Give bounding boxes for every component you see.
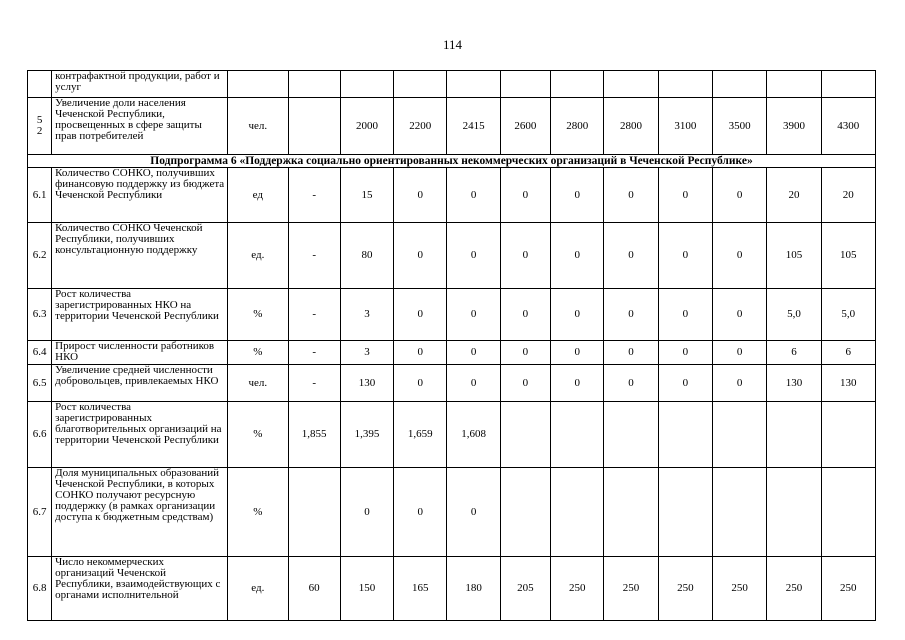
value-cell: 3500 [712, 98, 766, 155]
value-cell: - [288, 223, 340, 289]
value-cell: 105 [767, 223, 821, 289]
value-cell: 0 [551, 168, 604, 223]
value-cell: 3100 [658, 98, 712, 155]
value-cell: 250 [767, 557, 821, 621]
value-cell: 180 [447, 557, 500, 621]
value-cell: 1,855 [288, 402, 340, 468]
value-cell: 0 [712, 289, 766, 341]
indicators-table [27, 70, 876, 621]
value-cell: 0 [447, 168, 500, 223]
indicator-name: Количество СОНКО, получивших финансовую поддержку из бюджета Чеченской Республики [52, 168, 228, 223]
value-cell [658, 468, 712, 557]
row-number: 6.2 [28, 223, 52, 289]
subprogram-title: Подпрограмма 6 «Поддержка социально ориентированных некоммерческих организаций в Чеченской Республике» [28, 155, 876, 168]
value-cell: 2800 [551, 98, 604, 155]
value-cell: 6 [821, 341, 875, 365]
value-cell: 0 [447, 223, 500, 289]
value-cell: 0 [394, 341, 447, 365]
value-cell: 0 [551, 289, 604, 341]
row-number [28, 71, 52, 98]
value-cell: 0 [447, 468, 500, 557]
value-cell: 0 [447, 365, 500, 402]
value-cell [712, 71, 766, 98]
indicator-name: Доля муниципальных образований Чеченской Республики, в которых СОНКО получают ресурсную поддержку (в рамках организации доступа к бюджетным средствам) [52, 468, 228, 557]
value-cell: 5,0 [821, 289, 875, 341]
indicator-name: Рост количества зарегистрированных НКО на территории Чеченской Республики [52, 289, 228, 341]
value-cell: - [288, 289, 340, 341]
table-row [28, 365, 876, 402]
value-cell: 6 [767, 341, 821, 365]
unit-cell: ед [228, 168, 288, 223]
value-cell [551, 402, 604, 468]
value-cell [500, 468, 550, 557]
value-cell [288, 98, 340, 155]
value-cell: 3 [340, 341, 393, 365]
indicator-name: Прирост численности работников НКО [52, 341, 228, 365]
value-cell [288, 468, 340, 557]
value-cell [767, 468, 821, 557]
row-number: 6.8 [28, 557, 52, 621]
value-cell: 0 [394, 289, 447, 341]
table-row [28, 98, 876, 155]
value-cell: 0 [447, 341, 500, 365]
value-cell [604, 71, 658, 98]
value-cell: 0 [551, 365, 604, 402]
value-cell: 130 [821, 365, 875, 402]
value-cell: 1,395 [340, 402, 393, 468]
value-cell [712, 402, 766, 468]
unit-cell: % [228, 341, 288, 365]
value-cell: 1,608 [447, 402, 500, 468]
table-row [28, 341, 876, 365]
value-cell: 250 [551, 557, 604, 621]
value-cell: 5,0 [767, 289, 821, 341]
value-cell: 0 [658, 289, 712, 341]
value-cell: 2200 [394, 98, 447, 155]
row-number: 6.7 [28, 468, 52, 557]
row-number: 5 2 [28, 98, 52, 155]
value-cell: 105 [821, 223, 875, 289]
value-cell [500, 71, 550, 98]
value-cell: 0 [394, 168, 447, 223]
value-cell: 0 [394, 468, 447, 557]
value-cell: 2000 [340, 98, 393, 155]
value-cell [658, 402, 712, 468]
value-cell: 60 [288, 557, 340, 621]
table-row [28, 468, 876, 557]
value-cell: 0 [500, 168, 550, 223]
row-number: 6.5 [28, 365, 52, 402]
value-cell: - [288, 341, 340, 365]
indicator-name: Количество СОНКО Чеченской Республики, получивших консультационную поддержку [52, 223, 228, 289]
value-cell [500, 402, 550, 468]
value-cell: 0 [500, 365, 550, 402]
value-cell [551, 468, 604, 557]
unit-cell: % [228, 289, 288, 341]
row-number: 6.4 [28, 341, 52, 365]
value-cell: 165 [394, 557, 447, 621]
value-cell: 0 [551, 223, 604, 289]
table-row [28, 223, 876, 289]
value-cell: 150 [340, 557, 393, 621]
indicator-name: Рост количества зарегистрированных благотворительных организаций на территории Чеченской Республики [52, 402, 228, 468]
unit-cell [228, 71, 288, 98]
table-row [28, 557, 876, 621]
value-cell: 0 [712, 223, 766, 289]
value-cell: 205 [500, 557, 550, 621]
unit-cell: % [228, 468, 288, 557]
subprogram-row [28, 155, 876, 168]
value-cell [394, 71, 447, 98]
table-body [28, 71, 876, 621]
value-cell: 2800 [604, 98, 658, 155]
value-cell: - [288, 168, 340, 223]
value-cell [767, 402, 821, 468]
value-cell [340, 71, 393, 98]
indicator-name: Число некоммерческих организаций Чеченской Республики, взаимодействующих с органами исполнительной [52, 557, 228, 621]
value-cell: 0 [604, 168, 658, 223]
value-cell: - [288, 365, 340, 402]
value-cell: 15 [340, 168, 393, 223]
indicator-name: контрафактной продукции, работ и услуг [52, 71, 228, 98]
indicator-name: Увеличение средней численности добровольцев, привлекаемых НКО [52, 365, 228, 402]
table-row [28, 168, 876, 223]
value-cell [658, 71, 712, 98]
value-cell [821, 71, 875, 98]
value-cell: 250 [712, 557, 766, 621]
indicator-name: Увеличение доли населения Чеченской Республики, просвещенных в сфере защиты прав потребителей [52, 98, 228, 155]
value-cell: 0 [658, 341, 712, 365]
value-cell [551, 71, 604, 98]
value-cell [821, 468, 875, 557]
value-cell [604, 402, 658, 468]
table-row [28, 402, 876, 468]
value-cell [447, 71, 500, 98]
unit-cell: ед. [228, 223, 288, 289]
value-cell: 20 [767, 168, 821, 223]
value-cell: 3 [340, 289, 393, 341]
row-number: 6.3 [28, 289, 52, 341]
value-cell [712, 468, 766, 557]
table-row [28, 289, 876, 341]
value-cell: 0 [712, 168, 766, 223]
value-cell: 3900 [767, 98, 821, 155]
value-cell: 250 [604, 557, 658, 621]
value-cell: 2415 [447, 98, 500, 155]
value-cell: 80 [340, 223, 393, 289]
value-cell: 0 [394, 223, 447, 289]
value-cell: 130 [767, 365, 821, 402]
value-cell: 130 [340, 365, 393, 402]
page-number: 114 [442, 37, 463, 52]
value-cell: 0 [340, 468, 393, 557]
row-number: 6.6 [28, 402, 52, 468]
table-row [28, 71, 876, 98]
unit-cell: ед. [228, 557, 288, 621]
value-cell: 0 [604, 223, 658, 289]
value-cell: 0 [500, 289, 550, 341]
value-cell: 0 [500, 223, 550, 289]
value-cell [288, 71, 340, 98]
value-cell: 0 [604, 289, 658, 341]
value-cell: 0 [394, 365, 447, 402]
value-cell [767, 71, 821, 98]
value-cell: 250 [658, 557, 712, 621]
value-cell: 0 [658, 365, 712, 402]
value-cell: 0 [712, 365, 766, 402]
value-cell [821, 402, 875, 468]
value-cell: 2600 [500, 98, 550, 155]
unit-cell: чел. [228, 365, 288, 402]
value-cell: 0 [712, 341, 766, 365]
value-cell: 0 [604, 365, 658, 402]
value-cell: 1,659 [394, 402, 447, 468]
row-number: 6.1 [28, 168, 52, 223]
value-cell: 20 [821, 168, 875, 223]
value-cell: 0 [604, 341, 658, 365]
unit-cell: чел. [228, 98, 288, 155]
value-cell: 250 [821, 557, 875, 621]
value-cell: 0 [658, 168, 712, 223]
value-cell: 0 [551, 341, 604, 365]
value-cell: 0 [447, 289, 500, 341]
value-cell: 4300 [821, 98, 875, 155]
value-cell [604, 468, 658, 557]
value-cell: 0 [500, 341, 550, 365]
unit-cell: % [228, 402, 288, 468]
value-cell: 0 [658, 223, 712, 289]
